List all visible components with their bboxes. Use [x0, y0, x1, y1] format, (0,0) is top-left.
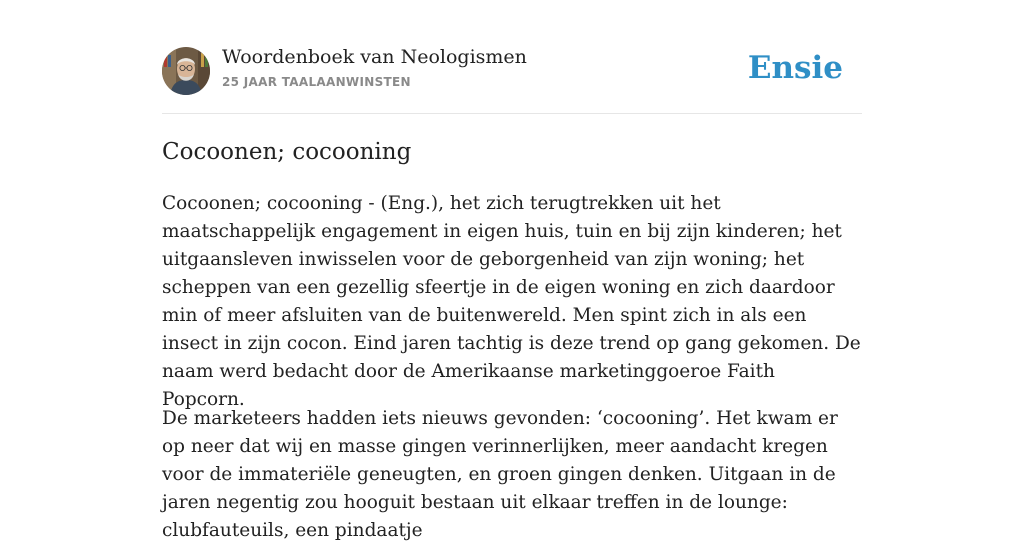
avatar-portrait-icon [162, 47, 210, 95]
site-header [162, 0, 862, 114]
article-paragraph: De marketeers hadden iets nieuws gevonden: ‘cocooning’. Het kwam er op neer dat wij en masse gingen verinnerlijken, meer aandacht kregen voor de immateriële geneugten, en groen gingen denken. Uitgaan in de jaren negentig zou hooguit bestaan uit elkaar treffen in de lounge: clubfauteuils, een pindaatje [162, 408, 838, 541]
blog-subtitle: 25 JAAR TAALAANWINSTEN [222, 75, 411, 89]
page-container [162, 0, 862, 541]
brand-logo[interactable]: Ensie [747, 50, 843, 86]
avatar[interactable] [162, 47, 210, 95]
article-title: Cocoonen; cocooning [162, 139, 412, 165]
blog-title[interactable]: Woordenboek van Neologismen [222, 46, 527, 68]
article-paragraph: Cocoonen; cocooning - (Eng.), het zich terugtrekken uit het maatschappelijk engagement in eigen huis, tuin en bij zijn kinderen; het uitgaansleven inwisselen voor de geborgenheid van zijn woning; het scheppen van een gezellig sfeertje in de eigen woning en zich daardoor min of meer afsluiten van de buitenwereld. Men spint zich in als een insect in zijn cocon. Eind jaren tachtig is deze trend op gang gekomen. De naam werd bedacht door de Amerikaanse marketinggoeroe Faith Popcorn. [162, 193, 861, 410]
